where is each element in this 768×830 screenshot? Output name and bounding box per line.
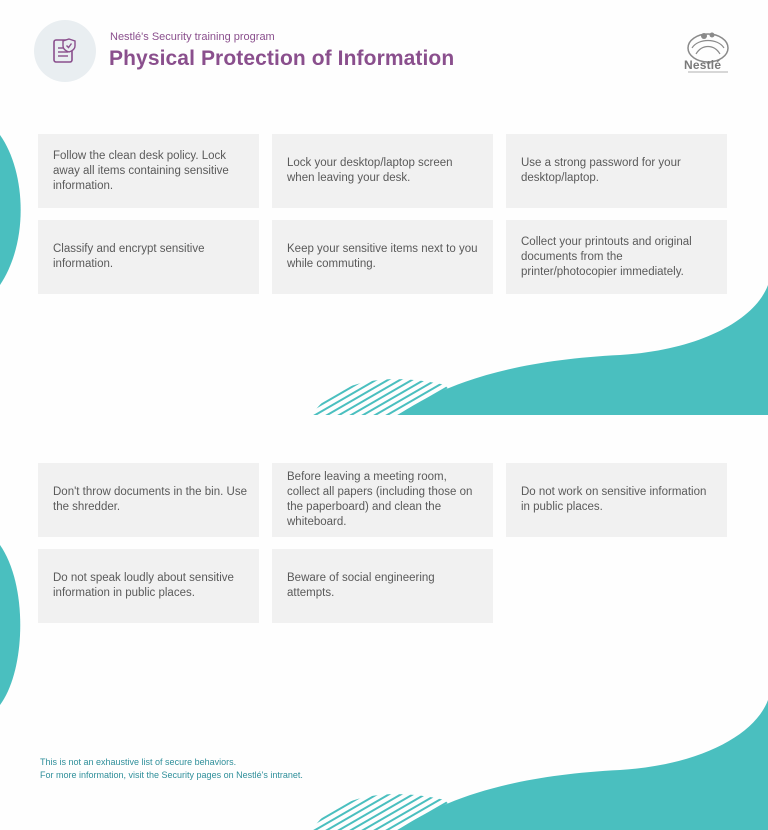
left-wave-shape: [0, 545, 20, 705]
card-text: Do not work on sensitive information in public places.: [521, 486, 707, 513]
nestle-nest-logo: [682, 28, 734, 84]
guideline-card: [38, 220, 259, 294]
guideline-card: [272, 220, 493, 294]
guideline-card: [38, 549, 259, 623]
guideline-card: [38, 463, 259, 537]
slide-page-2: [0, 415, 768, 830]
right-wave-shape: [398, 285, 768, 415]
footer-disclaimer: This is not an exhaustive list of secure behaviors.: [40, 757, 237, 767]
card-text: Before leaving a meeting room, collect all papers (including those on the paperboard) and clean the whiteboard.: [287, 471, 473, 528]
footer-note: [40, 756, 303, 781]
card-text: Use a strong password for your desktop/laptop.: [521, 157, 681, 184]
guideline-card: [506, 134, 727, 208]
page-title: Physical Protection of Information: [109, 47, 455, 70]
document-shield-icon: [50, 36, 80, 66]
guideline-card: [506, 220, 727, 294]
brand-wordmark: Nestlé: [684, 58, 722, 72]
guideline-card: [38, 134, 259, 208]
card-text: Don't throw documents in the bin. Use the shredder.: [53, 486, 247, 513]
left-wave-shape: [0, 135, 21, 285]
card-text: Keep your sensitive items next to you while commuting.: [287, 243, 478, 270]
guideline-card: [506, 463, 727, 537]
right-wave-shape: [398, 700, 768, 830]
card-text: Collect your printouts and original documents from the printer/photocopier immediately.: [521, 235, 692, 278]
guideline-card: [272, 463, 493, 537]
guideline-card: [272, 134, 493, 208]
card-text: Follow the clean desk policy. Lock away all items containing sensitive information.: [53, 149, 229, 192]
card-text: Classify and encrypt sensitive information.: [53, 243, 205, 270]
card-text: Beware of social engineering attempts.: [287, 572, 435, 599]
footer-more-info: For more information, visit the Security pages on Nestlé's intranet.: [40, 769, 303, 780]
program-label: Nestlé's Security training program: [110, 31, 275, 43]
guideline-card: [272, 549, 493, 623]
card-text: Lock your desktop/laptop screen when leaving your desk.: [287, 157, 453, 184]
card-text: Do not speak loudly about sensitive information in public places.: [53, 572, 234, 599]
header-icon-badge: [34, 20, 96, 82]
